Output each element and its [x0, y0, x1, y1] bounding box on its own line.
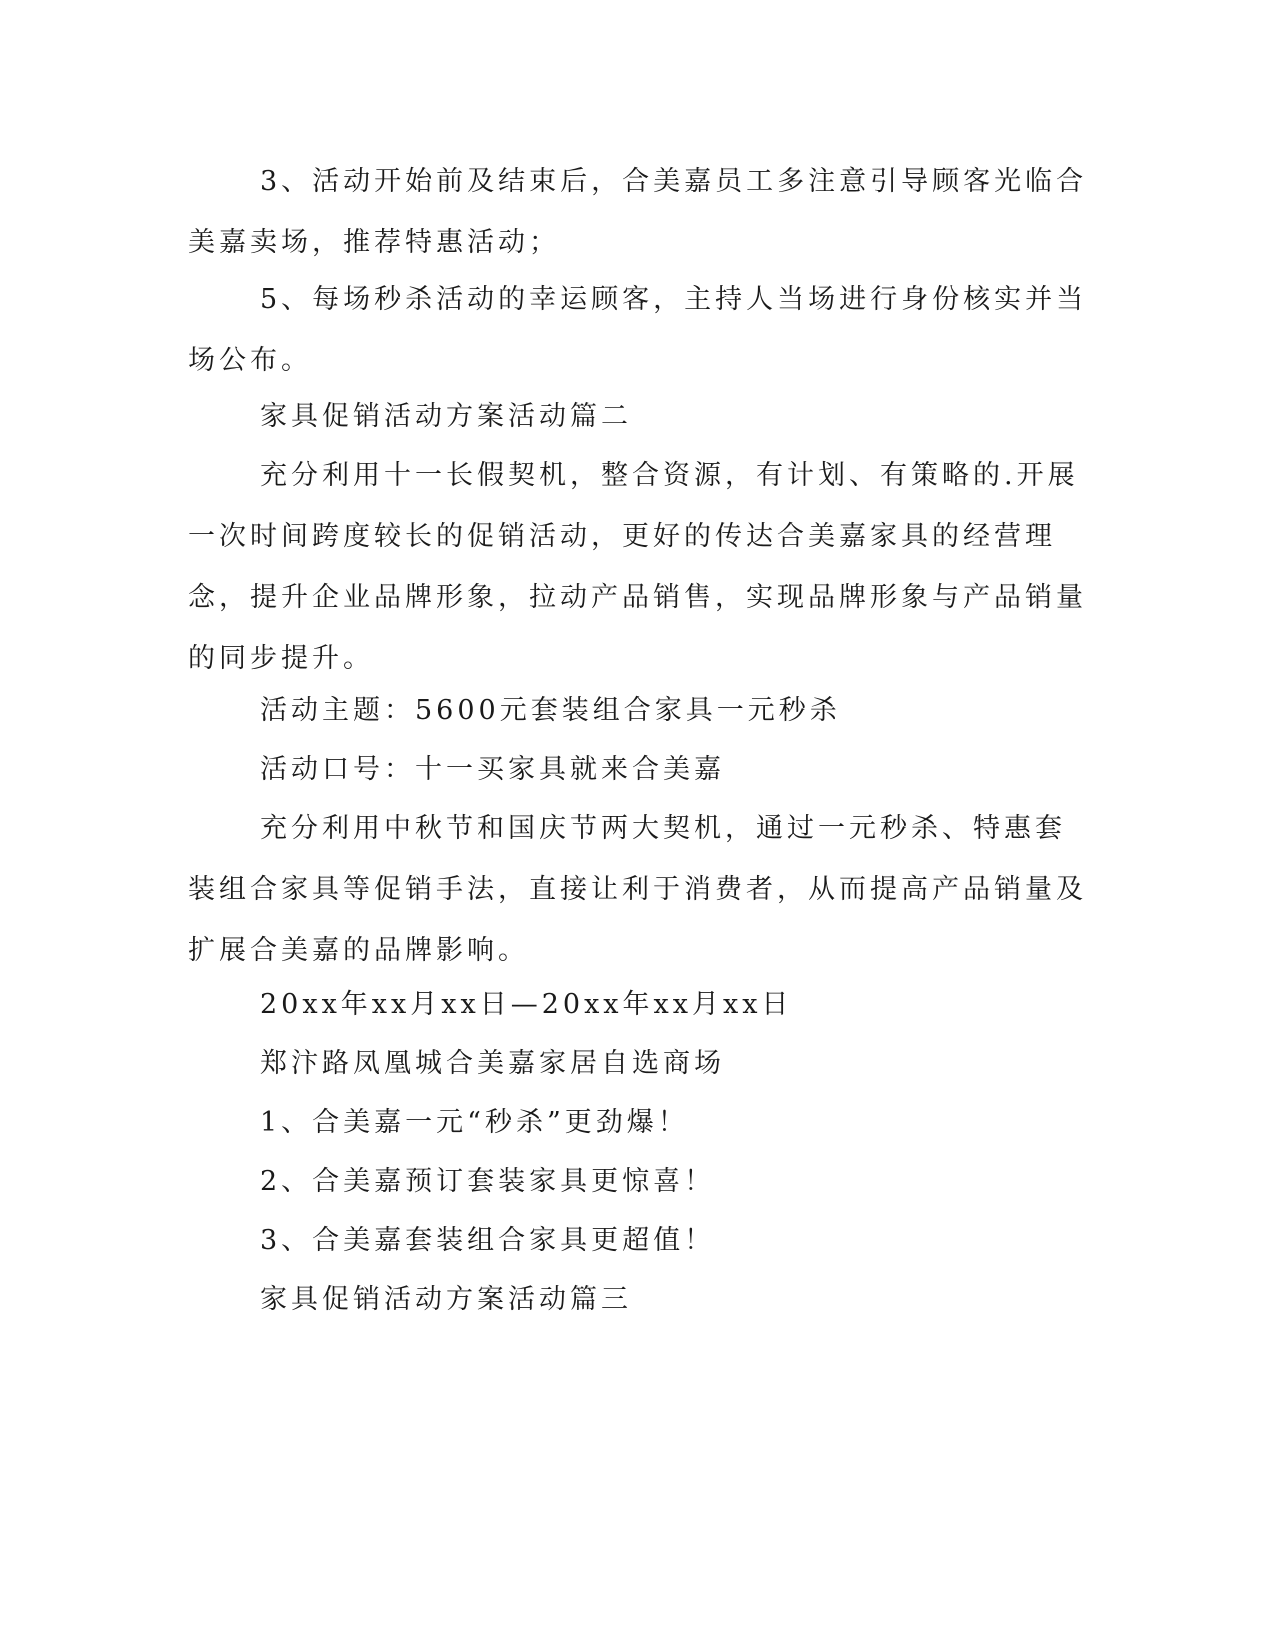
paragraph-staff-guidance: 3、活动开始前及结束后，合美嘉员工多注意引导顾客光临合美嘉卖场，推荐特惠活动； — [188, 166, 1088, 258]
paragraph-lucky-customer: 5、每场秒杀活动的幸运顾客，主持人当场进行身份核实并当场公布。 — [188, 284, 1088, 376]
list-item-highlight-2: 2、合美嘉预订套装家具更惊喜！ — [260, 1166, 716, 1197]
paragraph-purpose: 充分利用十一长假契机，整合资源，有计划、有策略的.开展一次时间跨度较长的促销活动，更好的传达合美嘉家具的经营理念，提升企业品牌形象，拉动产品销售，实现品牌形象与产品销量的同步提升。 — [188, 460, 1087, 674]
paragraph-activity-location: 郑汴路凤凰城合美嘉家居自选商场 — [260, 1048, 725, 1079]
paragraph-activity-slogan: 活动口号：十一买家具就来合美嘉 — [260, 754, 725, 785]
list-item-highlight-3: 3、合美嘉套装组合家具更超值！ — [260, 1225, 716, 1256]
paragraph-activity-dates: 20xx年xx月xx日—20xx年xx月xx日 — [260, 989, 793, 1020]
section-heading-part-two: 家具促销活动方案活动篇二 — [260, 401, 632, 432]
section-heading-part-three: 家具促销活动方案活动篇三 — [260, 1284, 632, 1315]
list-item-highlight-1: 1、合美嘉一元“秒杀”更劲爆！ — [260, 1107, 689, 1138]
paragraph-activity-theme: 活动主题：5600元套装组合家具一元秒杀 — [260, 695, 841, 726]
paragraph-strategy: 充分利用中秋节和国庆节两大契机，通过一元秒杀、特惠套装组合家具等促销手法，直接让利于消费者，从而提高产品销量及扩展合美嘉的品牌影响。 — [188, 813, 1087, 966]
